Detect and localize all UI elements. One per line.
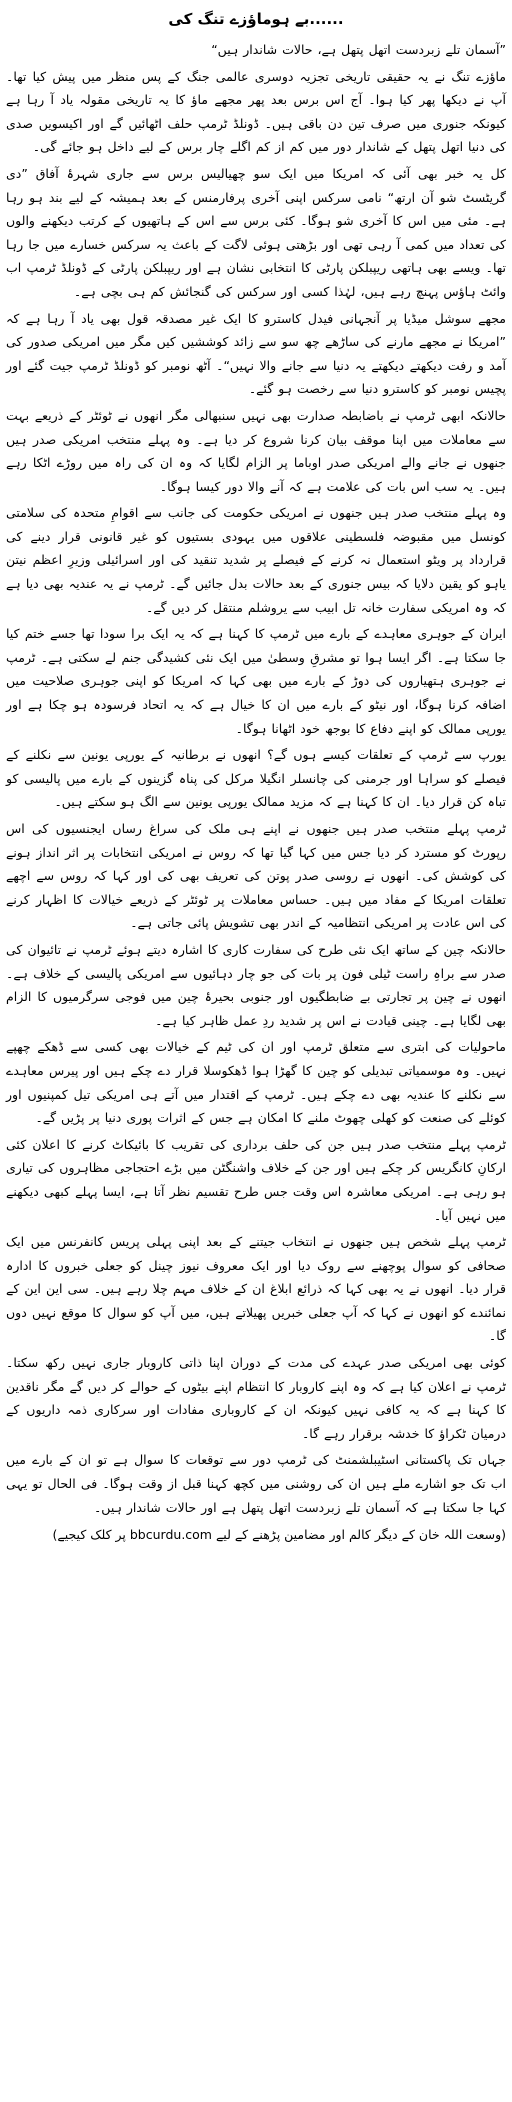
article-paragraph: ٹرمپ پہلے منتخب صدر ہیں جن کی حلف برداری کی تقریب کا بائیکاٹ کرنے کا اعلان کئی ارکانِ کانگریس کر چکے ہیں اور جن کے خلاف واشنگٹن میں بڑے احتجاجی مظاہروں کی تیاری ہو رہی ہے۔ امریکی معاشرہ اس وقت جس طرح تقسیم نظر آتا ہے، ایسا پہلے کبھی دیکھنے میں نہیں آیا۔ [6, 1136, 506, 1223]
article-footer [6, 1523, 506, 1547]
article-paragraph: ماؤزے تنگ نے یہ حقیقی تاریخی تجزیہ دوسری عالمی جنگ کے پس منظر میں پیش کیا تھا۔ آپ نے دیکھا پھر کیا ہوا۔ آج اس برس بعد پھر مجھے ماؤ کا یہ تاریخی مقولہ یاد آ رہا ہے کیونکہ جنوری میں صرف تین دن باقی ہیں۔ ڈونلڈ ٹرمپ حلف اٹھائیں گے اور اکیسویں صدی کی دنیا اتھل پتھل کے شاندار دور میں کم از کم اگلے چار برس کے لیے داخل ہو جائے گی۔ [6, 68, 506, 155]
article-body [6, 38, 506, 1519]
article-headline: بے ہوماؤزے تنگ کی...... [168, 10, 344, 28]
article-paragraph: مجھے سوشل میڈیا پر آنجہانی فیدل کاسترو کا ایک غیر مصدقہ قول بھی یاد آ رہا ہے کہ ”امریکا نے مجھے مارنے کی ساڑھے چھ سو سے زائد کوششیں کیں مگر میں امریکی صدور کی آمد و رفت دیکھتے دیکھتے یہ دنیا سے جانے والا نہیں“۔ آٹھ نومبر کو ڈونلڈ ٹرمپ جیت گئے اور پچیس نومبر کو کاسترو دنیا سے رخصت ہو گئے۔ [6, 310, 506, 397]
article-paragraph: ماحولیات کی ابتری سے متعلق ٹرمپ اور ان کی ٹیم کے خیالات بھی کسی سے ڈھکے چھپے نہیں۔ وہ موسمیاتی تبدیلی کو چین کا گھڑا ہوا ڈھکوسلا قرار دے چکے ہیں اور پیرس معاہدے سے نکلنے کا عندیہ بھی دے چکے ہیں۔ ٹرمپ کے اقتدار میں آتے ہی امریکی تیل کمپنیوں اور کوئلے کی صنعت کو کھلی چھوٹ ملنے کا امکان ہے جس کے اثرات پوری دنیا پر پڑیں گے۔ [6, 1039, 506, 1126]
article-paragraph: وہ پہلے منتخب صدر ہیں جنھوں نے امریکی حکومت کی جانب سے اقوامِ متحدہ کی سلامتی کونسل میں مقبوضہ فلسطینی علاقوں میں یہودی بستیوں کو غیر قانونی قرار دینے کی قرارداد پر ویٹو استعمال نہ کرنے کے فیصلے پر شدید تنقید کی اور اسرائیلی وزیرِ اعظم نیتن یاہو کو یقین دلایا کہ بیس جنوری کے بعد حالات بدل جائیں گے۔ ٹرمپ نے یہ عندیہ بھی دیا ہے کہ وہ امریکی سفارت خانہ تل ابیب سے یروشلم منتقل کر دیں گے۔ [6, 505, 506, 615]
article-paragraph: ٹرمپ پہلے منتخب صدر ہیں جنھوں نے اپنے ہی ملک کی سراغ رساں ایجنسیوں کی اس رپورٹ کو مسترد کر دیا جس میں کہا گیا تھا کہ روس نے امریکی انتخابات پر اثر انداز ہونے کی کوشش کی۔ انھوں نے روسی صدر پوتن کی تعریف بھی کی اور کہا کہ روس سے اچھے تعلقات امریکا کے مفاد میں ہیں۔ حساس معاملات پر ٹوئٹر کے ذریعے خیالات کا اظہار کرنے کی اس عادت پر امریکی انتظامیہ کے اندر بھی تشویش پائی جاتی ہے۔ [6, 821, 506, 931]
article-paragraph: ”آسمان تلے زبردست اتھل پتھل ہے، حالات شاندار ہیں“ [211, 42, 506, 57]
footer-credit: (وسعت اللہ خان کے دیگر کالم اور مضامین پڑھنے کے لیے [215, 1527, 506, 1543]
article-paragraph: ایران کے جوہری معاہدے کے بارے میں ٹرمپ کا کہنا ہے کہ یہ ایک برا سودا تھا جسے ختم کیا جا سکتا ہے۔ اگر ایسا ہوا تو مشرقِ وسطیٰ میں ایک نئی کشیدگی جنم لے سکتی ہے۔ ٹرمپ نے جوہری ہتھیاروں کی دوڑ کے بارے میں بھی کہا کہ امریکا کو اپنی جوہری صلاحیت میں اضافہ کرنا ہوگا، اور نیٹو کے بارے میں ان کا خیال ہے کہ یہ اتحاد فرسودہ ہو چکا ہے اور یورپی ممالک کو اپنے دفاع کا بوجھ خود اٹھانا ہوگا۔ [6, 626, 506, 736]
article-paragraph: حالانکہ ابھی ٹرمپ نے باضابطہ صدارت بھی نہیں سنبھالی مگر انھوں نے ٹوئٹر کے ذریعے بہت سے معاملات میں اپنا موقف بیان کرنا شروع کر دیا ہے۔ وہ پہلے منتخب امریکی صدر ہیں جنھوں نے جانے والے امریکی صدر اوباما پر الزام لگایا کہ وہ ان کی راہ میں روڑے اٹکا رہے ہیں۔ یہ سب اس بات کی علامت ہے کہ آنے والا دور کیسا ہوگا۔ [6, 407, 506, 494]
article-paragraph: یورپ سے ٹرمپ کے تعلقات کیسے ہوں گے؟ انھوں نے برطانیہ کے یورپی یونین سے نکلنے کے فیصلے کو سراہا اور جرمنی کی چانسلر انگیلا مرکل کی پناہ گزینوں کے بارے میں پالیسی کو تباہ کن قرار دیا۔ ان کا کہنا ہے کہ مزید ممالک یورپی یونین سے الگ ہو سکتے ہیں۔ [6, 747, 506, 810]
article-paragraph: حالانکہ چین کے ساتھ ایک نئی طرح کی سفارت کاری کا اشارہ دیتے ہوئے ٹرمپ نے تائیوان کی صدر سے براہِ راست ٹیلی فون پر بات کی جو چار دہائیوں سے امریکی پالیسی کے خلاف ہے۔ انھوں نے چین پر تجارتی بے ضابطگیوں اور جنوبی بحیرۂ چین میں فوجی سرگرمیوں کا الزام بھی لگایا ہے۔ چینی قیادت نے اس پر شدید ردِ عمل ظاہر کیا ہے۔ [6, 941, 506, 1028]
article-paragraph: کل یہ خبر بھی آئی کہ امریکا میں ایک سو چھیالیس برس سے جاری شہرۂ آفاق ”دی گریٹسٹ شو آن ارتھ“ نامی سرکس اپنی آخری پرفارمنس کے بعد ہمیشہ کے لیے بند ہو رہا ہے۔ مئی میں اس کا آخری شو ہوگا۔ کئی برس سے اس کے ہاتھیوں کے کرتب دیکھنے والوں کی تعداد میں کمی آ رہی تھی اور بڑھتی ہوئی لاگت کے باعث یہ سرکس خسارے میں جا رہا تھا۔ ویسے بھی ہاتھی ریپبلکن پارٹی کا انتخابی نشان ہے اور ریپبلکن پارٹی کے ڈونلڈ ٹرمپ اب وائٹ ہاؤس پہنچ رہے ہیں، لہٰذا کسی اور سرکس کی گنجائش کم ہی بچی ہے۔ [6, 165, 506, 299]
footer-suffix: پر کلک کیجیے) [52, 1527, 126, 1543]
bbc-urdu-link[interactable]: bbcurdu.com [129, 1527, 212, 1543]
article-paragraph: جہاں تک پاکستانی اسٹیبلشمنٹ کی ٹرمپ دور سے توقعات کا سوال ہے تو ان کے بارے میں اب تک جو اشارے ملے ہیں ان کی روشنی میں کچھ کہنا قبل از وقت ہوگا۔ فی الحال تو یہی کہا جا سکتا ہے کہ آسمان تلے زبردست اتھل پتھل ہے اور حالات شاندار ہیں۔ [6, 1452, 506, 1515]
article-paragraph: ٹرمپ پہلے شخص ہیں جنھوں نے انتخاب جیتنے کے بعد اپنی پہلی پریس کانفرنس میں ایک صحافی کو سوال پوچھنے سے روک دیا اور ایک معروف نیوز چینل کو جعلی خبروں کا ادارہ قرار دیا۔ انھوں نے یہ بھی کہا کہ ذرائع ابلاغ ان کے خلاف مہم چلا رہے ہیں۔ سی این این کے نمائندے کو انھوں نے کہا کہ آپ جعلی خبریں پھیلاتے ہیں، میں آپ کو سوال کا موقع نہیں دوں گا۔ [6, 1234, 506, 1344]
article-paragraph: کوئی بھی امریکی صدر عہدے کی مدت کے دوران اپنا ذاتی کاروبار جاری نہیں رکھ سکتا۔ ٹرمپ نے اعلان کیا ہے کہ وہ اپنے کاروبار کا انتظام اپنے بیٹوں کے حوالے کر دیں گے مگر ناقدین کا کہنا ہے کہ یہ کافی نہیں کیونکہ ان کے کاروباری مفادات اور سرکاری ذمہ داریوں کے درمیان ٹکراؤ کا خدشہ برقرار رہے گا۔ [6, 1355, 506, 1441]
